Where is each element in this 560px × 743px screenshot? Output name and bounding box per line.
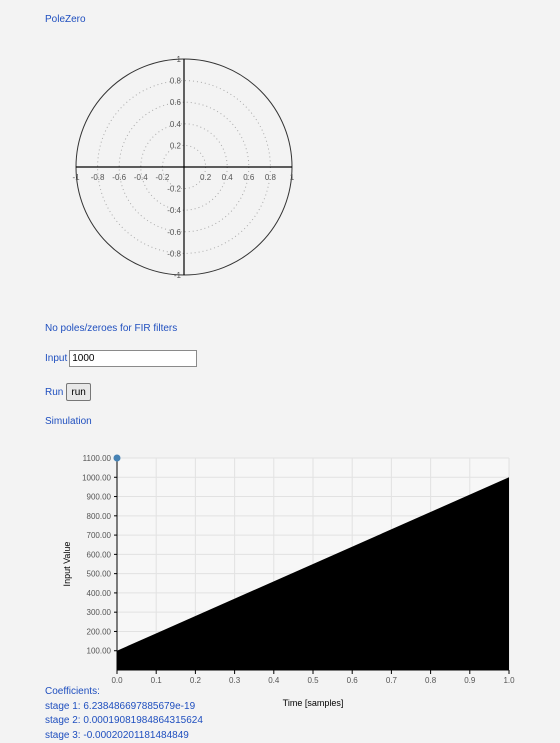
y-tick-label: 400.00	[87, 589, 112, 598]
x-tick-label: 0.4	[268, 676, 280, 685]
y-tick-label: 200.00	[87, 627, 112, 636]
y-tick-label: 100.00	[87, 647, 112, 656]
x-tick-label: 0.2	[190, 676, 202, 685]
fir-message: No poles/zeroes for FIR filters	[45, 323, 177, 334]
coefficients-title: Coefficients:	[45, 685, 203, 700]
y-tick-label: 1100.00	[83, 454, 112, 463]
y-tick-label: 0.8	[170, 77, 182, 86]
data-point-marker	[114, 455, 121, 462]
x-tick-label: 0.8	[265, 173, 277, 182]
x-tick-label: 0.0	[111, 676, 123, 685]
y-tick-label: 0.6	[170, 98, 182, 107]
x-tick-label: -0.6	[112, 173, 126, 182]
y-tick-label: -0.4	[167, 206, 181, 215]
y-tick-label: 500.00	[87, 570, 112, 579]
y-tick-label: -1	[174, 271, 182, 280]
coefficient-stage-1: stage 1: 6.238486697885679e-19	[45, 700, 203, 715]
run-label: Run	[45, 387, 63, 398]
run-button[interactable]: run	[66, 383, 90, 401]
x-tick-label: 0.2	[200, 173, 212, 182]
x-tick-label: 0.6	[347, 676, 359, 685]
y-tick-label: 300.00	[87, 608, 112, 617]
x-tick-label: 0.4	[222, 173, 234, 182]
coefficient-stage-2: stage 2: 0.00019081984864315624	[45, 714, 203, 729]
run-row	[45, 383, 91, 401]
y-tick-label: -0.2	[167, 185, 181, 194]
y-tick-label: 1000.00	[82, 473, 111, 482]
y-tick-label: 700.00	[87, 531, 112, 540]
x-tick-label: 1	[290, 173, 295, 182]
x-tick-label: 0.9	[464, 676, 476, 685]
y-tick-label: 0.2	[170, 141, 182, 150]
y-tick-label: 800.00	[87, 512, 112, 521]
x-tick-label: 0.3	[229, 676, 241, 685]
coefficient-stage-3: stage 3: -0.00020201181484849	[45, 729, 203, 743]
x-tick-label: -0.4	[134, 173, 148, 182]
x-tick-label: 0.5	[307, 676, 319, 685]
pole-zero-plot	[0, 0, 560, 300]
coefficients-block	[45, 685, 203, 743]
y-tick-label: -0.8	[167, 249, 181, 258]
polezero-title: PoleZero	[45, 14, 86, 25]
simulation-chart	[0, 440, 560, 715]
y-tick-label: 600.00	[87, 550, 112, 559]
x-tick-label: -0.8	[91, 173, 105, 182]
y-axis-label: Input Value	[62, 542, 72, 587]
x-tick-label: 0.8	[425, 676, 437, 685]
y-tick-label: 1	[177, 55, 182, 64]
input-field[interactable]	[69, 350, 197, 367]
x-tick-label: 0.7	[386, 676, 398, 685]
input-row	[45, 350, 197, 367]
x-tick-label: 0.1	[151, 676, 163, 685]
y-tick-label: 900.00	[87, 493, 112, 502]
input-label: Input	[45, 353, 67, 364]
simulation-title: Simulation	[45, 416, 92, 427]
x-tick-label: 0.6	[243, 173, 255, 182]
x-tick-label: -1	[72, 173, 80, 182]
x-axis-label: Time [samples]	[283, 698, 344, 708]
x-tick-label: -0.2	[156, 173, 170, 182]
y-tick-label: 0.4	[170, 120, 182, 129]
y-tick-label: -0.6	[167, 228, 181, 237]
x-tick-label: 1.0	[503, 676, 515, 685]
